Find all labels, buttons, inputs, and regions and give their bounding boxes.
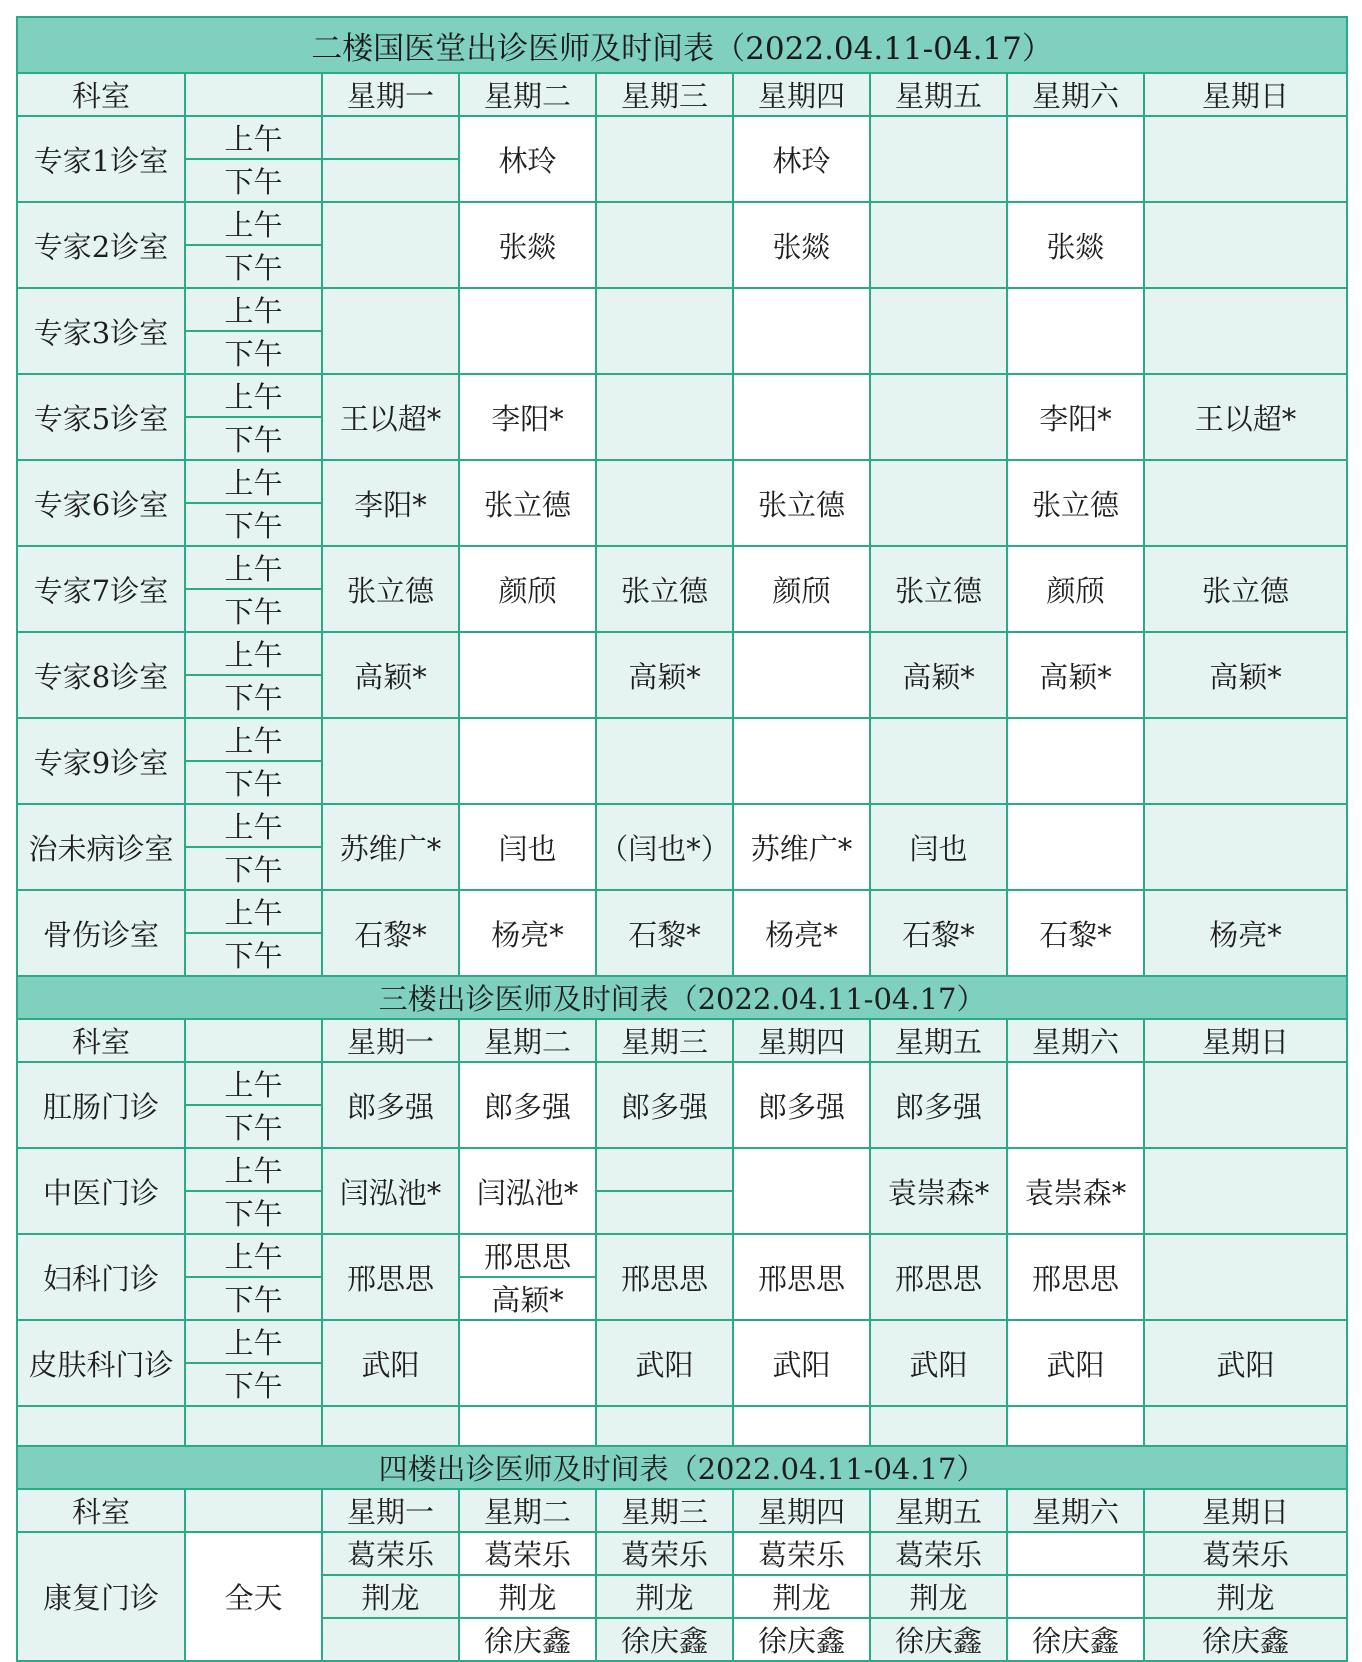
doctor-cell (870, 202, 1007, 288)
doctor-cell: 袁崇森* (870, 1148, 1007, 1234)
doctor-cell: 郎多强 (459, 1062, 596, 1148)
doctor-cell (733, 374, 870, 460)
doctor-cell: 葛荣乐 (870, 1532, 1007, 1575)
period-pm: 下午 (185, 1363, 322, 1406)
period-am: 上午 (185, 116, 322, 159)
doctor-cell: 武阳 (596, 1320, 733, 1406)
doctor-cell: 高颖* (870, 632, 1007, 718)
blank-cell (870, 1406, 1007, 1446)
doctor-cell: 高颖* (459, 1277, 596, 1320)
doctor-cell: 颜颀 (459, 546, 596, 632)
doctor-cell (1144, 202, 1347, 288)
doctor-cell: 闫也 (459, 804, 596, 890)
doctor-cell (870, 288, 1007, 374)
table-row (17, 460, 1347, 503)
header-day: 星期一 (322, 1489, 459, 1532)
doctor-cell: 邢思思 (1007, 1234, 1144, 1320)
doctor-cell (459, 1320, 596, 1406)
doctor-cell: 张立德 (459, 460, 596, 546)
schedule-sheet (16, 16, 1346, 1662)
room-name: 妇科门诊 (17, 1234, 185, 1320)
doctor-cell: 邢思思 (870, 1234, 1007, 1320)
header-day: 星期六 (1007, 1489, 1144, 1532)
doctor-cell (1007, 718, 1144, 804)
doctor-cell: 张燚 (733, 202, 870, 288)
table-row (17, 1532, 1347, 1575)
doctor-cell (870, 460, 1007, 546)
doctor-cell (322, 116, 459, 159)
doctor-cell: 武阳 (1144, 1320, 1347, 1406)
header-day: 星期二 (459, 1489, 596, 1532)
period-pm: 下午 (185, 675, 322, 718)
room-name: 专家8诊室 (17, 632, 185, 718)
header-day: 星期六 (1007, 1019, 1144, 1062)
doctor-cell: 袁崇森* (1007, 1148, 1144, 1234)
header-day: 星期三 (596, 1489, 733, 1532)
room-name: 中医门诊 (17, 1148, 185, 1234)
period-pm: 下午 (185, 331, 322, 374)
period-pm: 下午 (185, 589, 322, 632)
room-name: 专家2诊室 (17, 202, 185, 288)
room-name: 治未病诊室 (17, 804, 185, 890)
doctor-cell (870, 718, 1007, 804)
blank-cell (459, 1406, 596, 1446)
doctor-cell: 荆龙 (596, 1575, 733, 1618)
doctor-cell: 高颖* (1007, 632, 1144, 718)
period-am: 上午 (185, 546, 322, 589)
doctor-cell (596, 1191, 733, 1234)
doctor-cell: 武阳 (322, 1320, 459, 1406)
doctor-cell: 荆龙 (733, 1575, 870, 1618)
doctor-cell (596, 288, 733, 374)
header-period (185, 1019, 322, 1062)
doctor-cell (1144, 1234, 1347, 1320)
period-am: 上午 (185, 288, 322, 331)
doctor-cell (1007, 288, 1144, 374)
room-name: 专家9诊室 (17, 718, 185, 804)
doctor-cell: 徐庆鑫 (459, 1618, 596, 1661)
floor3-title: 三楼出诊医师及时间表（2022.04.11-04.17） (17, 976, 1347, 1019)
doctor-cell (1144, 460, 1347, 546)
header-room: 科室 (17, 1489, 185, 1532)
doctor-cell: 张燚 (459, 202, 596, 288)
table-row (17, 632, 1347, 675)
doctor-cell (733, 718, 870, 804)
blank-row (17, 1406, 1347, 1446)
header-day: 星期六 (1007, 73, 1144, 116)
doctor-cell: 闫泓池* (322, 1148, 459, 1234)
header-day: 星期三 (596, 1019, 733, 1062)
table-row (17, 804, 1347, 847)
doctor-cell: 林玲 (733, 116, 870, 202)
doctor-cell: 徐庆鑫 (1144, 1618, 1347, 1661)
room-name: 专家7诊室 (17, 546, 185, 632)
table-row (17, 116, 1347, 159)
doctor-cell: 张立德 (733, 460, 870, 546)
doctor-cell: 石黎* (1007, 890, 1144, 976)
doctor-cell (596, 374, 733, 460)
schedule-body (17, 17, 1347, 1661)
doctor-cell (596, 1148, 733, 1191)
blank-cell (17, 1406, 185, 1446)
doctor-cell: 杨亮* (459, 890, 596, 976)
doctor-cell (1007, 1062, 1144, 1148)
doctor-cell: 颜颀 (1007, 546, 1144, 632)
table-row (17, 718, 1347, 761)
doctor-cell (733, 632, 870, 718)
table-row (17, 1062, 1347, 1105)
doctor-cell: 徐庆鑫 (596, 1618, 733, 1661)
doctor-cell (1144, 1148, 1347, 1234)
schedule-table (16, 16, 1348, 1662)
doctor-cell (1144, 718, 1347, 804)
header-day: 星期四 (733, 1489, 870, 1532)
doctor-cell: 杨亮* (733, 890, 870, 976)
header-period (185, 1489, 322, 1532)
doctor-cell: 苏维广* (733, 804, 870, 890)
blank-cell (733, 1406, 870, 1446)
doctor-cell: 张燚 (1007, 202, 1144, 288)
doctor-cell (322, 1618, 459, 1661)
period-am: 上午 (185, 718, 322, 761)
table-row (17, 1148, 1347, 1191)
doctor-cell: 葛荣乐 (459, 1532, 596, 1575)
period-am: 上午 (185, 1234, 322, 1277)
doctor-cell (1144, 1062, 1347, 1148)
header-day: 星期四 (733, 1019, 870, 1062)
room-name: 专家3诊室 (17, 288, 185, 374)
header-row (17, 1489, 1347, 1532)
doctor-cell (1007, 1575, 1144, 1618)
doctor-cell (733, 288, 870, 374)
doctor-cell: 武阳 (733, 1320, 870, 1406)
doctor-cell: 李阳* (459, 374, 596, 460)
header-day: 星期日 (1144, 73, 1347, 116)
header-day: 星期五 (870, 73, 1007, 116)
header-day: 星期一 (322, 1019, 459, 1062)
doctor-cell: 王以超* (1144, 374, 1347, 460)
doctor-cell (459, 288, 596, 374)
room-name: 专家5诊室 (17, 374, 185, 460)
doctor-cell: 郎多强 (733, 1062, 870, 1148)
doctor-cell: 荆龙 (1144, 1575, 1347, 1618)
doctor-cell: 葛荣乐 (596, 1532, 733, 1575)
doctor-cell (459, 718, 596, 804)
doctor-cell (1007, 804, 1144, 890)
table-row (17, 890, 1347, 933)
doctor-cell: 闫也 (870, 804, 1007, 890)
header-day: 星期二 (459, 1019, 596, 1062)
period-pm: 下午 (185, 933, 322, 976)
header-day: 星期五 (870, 1019, 1007, 1062)
doctor-cell: 李阳* (1007, 374, 1144, 460)
doctor-cell: 石黎* (322, 890, 459, 976)
doctor-cell (596, 718, 733, 804)
blank-cell (1007, 1406, 1144, 1446)
doctor-cell: 徐庆鑫 (1007, 1618, 1144, 1661)
table-row (17, 374, 1347, 417)
doctor-cell (870, 374, 1007, 460)
doctor-cell (870, 116, 1007, 202)
period-am: 上午 (185, 890, 322, 933)
blank-cell (322, 1406, 459, 1446)
period-pm: 下午 (185, 1105, 322, 1148)
doctor-cell: 葛荣乐 (322, 1532, 459, 1575)
period-pm: 下午 (185, 245, 322, 288)
doctor-cell: 高颖* (1144, 632, 1347, 718)
period-am: 上午 (185, 460, 322, 503)
doctor-cell (322, 718, 459, 804)
header-period (185, 73, 322, 116)
blank-cell (1144, 1406, 1347, 1446)
header-day: 星期一 (322, 73, 459, 116)
doctor-cell: 荆龙 (870, 1575, 1007, 1618)
room-name: 骨伤诊室 (17, 890, 185, 976)
table-row (17, 288, 1347, 331)
period-pm: 下午 (185, 761, 322, 804)
doctor-cell (1007, 116, 1144, 202)
blank-cell (185, 1406, 322, 1446)
period-am: 上午 (185, 202, 322, 245)
blank-cell (596, 1406, 733, 1446)
room-name: 专家6诊室 (17, 460, 185, 546)
doctor-cell: 苏维广* (322, 804, 459, 890)
period-am: 上午 (185, 374, 322, 417)
doctor-cell: 徐庆鑫 (870, 1618, 1007, 1661)
doctor-cell: （闫也*） (596, 804, 733, 890)
doctor-cell: 荆龙 (459, 1575, 596, 1618)
doctor-cell: 张立德 (1144, 546, 1347, 632)
doctor-cell: 郎多强 (596, 1062, 733, 1148)
doctor-cell: 高颖* (322, 632, 459, 718)
table-row (17, 1320, 1347, 1363)
doctor-cell: 邢思思 (322, 1234, 459, 1320)
period-am: 上午 (185, 804, 322, 847)
doctor-cell (1144, 288, 1347, 374)
doctor-cell: 邢思思 (459, 1234, 596, 1277)
header-row (17, 73, 1347, 116)
doctor-cell: 葛荣乐 (1144, 1532, 1347, 1575)
doctor-cell (459, 632, 596, 718)
room-name: 专家1诊室 (17, 116, 185, 202)
doctor-cell: 武阳 (870, 1320, 1007, 1406)
doctor-cell (1144, 116, 1347, 202)
header-row (17, 1019, 1347, 1062)
doctor-cell: 石黎* (596, 890, 733, 976)
period-pm: 下午 (185, 503, 322, 546)
room-name: 肛肠门诊 (17, 1062, 185, 1148)
doctor-cell: 高颖* (596, 632, 733, 718)
doctor-cell: 李阳* (322, 460, 459, 546)
room-name: 康复门诊 (17, 1532, 185, 1661)
header-day: 星期四 (733, 73, 870, 116)
doctor-cell: 颜颀 (733, 546, 870, 632)
doctor-cell: 张立德 (596, 546, 733, 632)
table-row (17, 546, 1347, 589)
table-row (17, 202, 1347, 245)
doctor-cell (596, 460, 733, 546)
header-day: 星期日 (1144, 1489, 1347, 1532)
doctor-cell: 张立德 (1007, 460, 1144, 546)
doctor-cell: 张立德 (870, 546, 1007, 632)
doctor-cell: 王以超* (322, 374, 459, 460)
doctor-cell: 郎多强 (322, 1062, 459, 1148)
header-day: 星期三 (596, 73, 733, 116)
doctor-cell (596, 116, 733, 202)
doctor-cell: 张立德 (322, 546, 459, 632)
table-row (17, 1234, 1347, 1277)
room-name: 皮肤科门诊 (17, 1320, 185, 1406)
doctor-cell: 闫泓池* (459, 1148, 596, 1234)
doctor-cell (1144, 804, 1347, 890)
doctor-cell: 武阳 (1007, 1320, 1144, 1406)
doctor-cell (322, 159, 459, 202)
doctor-cell (322, 202, 459, 288)
doctor-cell: 林玲 (459, 116, 596, 202)
period-am: 上午 (185, 1148, 322, 1191)
period-am: 上午 (185, 1062, 322, 1105)
floor2-title: 二楼国医堂出诊医师及时间表（2022.04.11-04.17） (17, 17, 1347, 73)
doctor-cell: 荆龙 (322, 1575, 459, 1618)
period-pm: 下午 (185, 847, 322, 890)
header-room: 科室 (17, 1019, 185, 1062)
period-allday: 全天 (185, 1532, 322, 1661)
doctor-cell (322, 288, 459, 374)
doctor-cell: 杨亮* (1144, 890, 1347, 976)
doctor-cell: 郎多强 (870, 1062, 1007, 1148)
period-am: 上午 (185, 632, 322, 675)
period-pm: 下午 (185, 417, 322, 460)
doctor-cell: 邢思思 (733, 1234, 870, 1320)
period-pm: 下午 (185, 1191, 322, 1234)
doctor-cell (596, 202, 733, 288)
doctor-cell: 石黎* (870, 890, 1007, 976)
header-day: 星期二 (459, 73, 596, 116)
doctor-cell: 徐庆鑫 (733, 1618, 870, 1661)
doctor-cell: 邢思思 (596, 1234, 733, 1320)
doctor-cell (733, 1148, 870, 1234)
doctor-cell: 葛荣乐 (733, 1532, 870, 1575)
floor4-title: 四楼出诊医师及时间表（2022.04.11-04.17） (17, 1446, 1347, 1489)
doctor-cell (1007, 1532, 1144, 1575)
period-pm: 下午 (185, 1277, 322, 1320)
period-am: 上午 (185, 1320, 322, 1363)
period-pm: 下午 (185, 159, 322, 202)
header-day: 星期五 (870, 1489, 1007, 1532)
header-room: 科室 (17, 73, 185, 116)
header-day: 星期日 (1144, 1019, 1347, 1062)
